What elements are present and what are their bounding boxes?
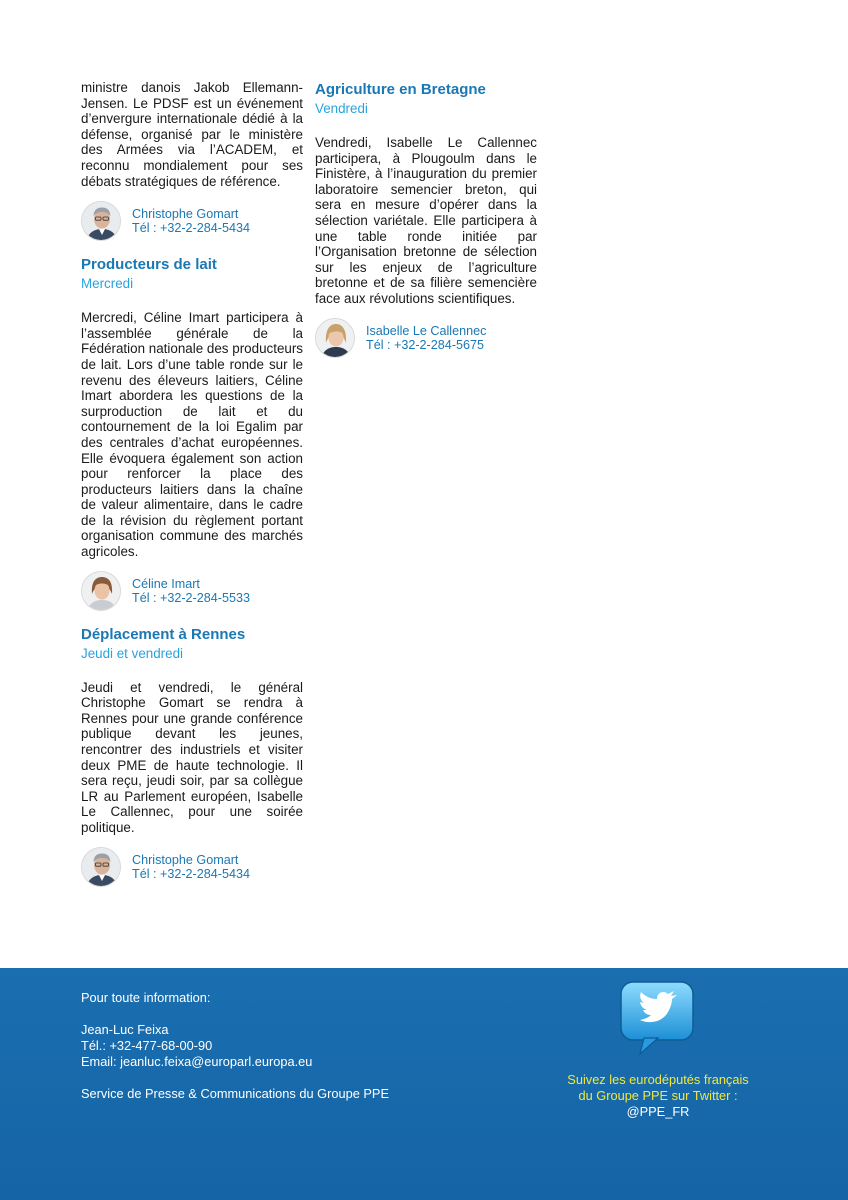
- contact-text: [132, 853, 250, 881]
- twitter-handle[interactable]: @PPE_FR: [626, 1104, 690, 1119]
- contact-text: [132, 207, 250, 235]
- right-column: [315, 80, 537, 372]
- footer: [0, 968, 848, 1200]
- twitter-line-1: Suivez les eurodéputés français: [567, 1072, 749, 1087]
- section-body: Vendredi, Isabelle Le Callennec participera, à Plougoulm dans le Finistère, à l’inauguration du premier laboratoire semencier breton, qui sera en mesure d’opérer dans la sélection variétale. Elle participera à une table ronde initiée par l’Organisation bretonne de sélection sur les enjeux de l’agriculture bretonne et de sa filière semencière face aux révolutions scientifiques.: [315, 135, 537, 306]
- contact-phone: Tél.: +32-477-68-00-90: [81, 1038, 213, 1053]
- section-title: Producteurs de lait: [81, 256, 217, 274]
- left-column: [81, 80, 303, 901]
- footer-contact-info: [81, 990, 389, 1102]
- contact-name: Isabelle Le Callennec: [366, 323, 487, 338]
- contact-card: [81, 201, 303, 241]
- contact-card: [81, 847, 303, 887]
- contact-text: [132, 577, 250, 605]
- contact-card: [81, 571, 303, 611]
- avatar-isabelle-le-callennec: [315, 318, 355, 358]
- twitter-line-2: du Groupe PPE sur Twitter :: [578, 1088, 738, 1103]
- section-body: Mercredi, Céline Imart participera à l’assemblée générale de la Fédération nationale des producteurs de lait. Lors d’une table ronde sur le revenu des éleveurs laitiers, Céline Imart abordera les questions de la surproduction de lait et du contournement de la loi Egalim par des centrales d’achat européennes. Elle évoquera également son action pour renforcer la place des producteurs laitiers dans la chaîne de valeur alimentaire, dans le cadre de la révision du règlement portant organisation commune des marchés agricoles.: [81, 310, 303, 560]
- section-title: Agriculture en Bretagne: [315, 81, 486, 98]
- contact-phone: Tél : +32-2-284-5533: [132, 590, 250, 605]
- section-day: Vendredi: [315, 101, 368, 116]
- twitter-icon[interactable]: [618, 980, 698, 1058]
- contact-text: [366, 324, 486, 352]
- continued-paragraph: ministre danois Jakob Ellemann-Jensen. Le PDSF est un événement d’envergure internationale dédié à la défense, organisé par le ministère des Armées via l’ACADEM, et reconnu mondialement pour ses débats stratégiques de référence.: [81, 80, 303, 189]
- contact-email[interactable]: Email: jeanluc.feixa@europarl.europa.eu: [81, 1054, 313, 1069]
- avatar-christophe-gomart: [81, 201, 121, 241]
- info-heading: Pour toute information:: [81, 990, 211, 1005]
- section-day: Mercredi: [81, 276, 134, 292]
- contact-name: Jean-Luc Feixa: [81, 1022, 169, 1037]
- contact-phone: Tél : +32-2-284-5434: [132, 866, 250, 881]
- avatar-celine-imart: [81, 571, 121, 611]
- contact-name: Christophe Gomart: [132, 207, 239, 222]
- section-body: Jeudi et vendredi, le général Christophe Gomart se rendra à Rennes pour une grande conférence publique devant les jeunes, rencontrer des industriels et visiter deux PME de haute technologie. Il sera reçu, jeudi soir, par sa collègue LR au Parlement européen, Isabelle Le Callennec, pour une soirée politique.: [81, 679, 303, 835]
- contact-phone: Tél : +32-2-284-5434: [132, 221, 250, 236]
- contact-card: [315, 318, 537, 358]
- service-name: Service de Presse & Communications du Groupe PPE: [81, 1086, 389, 1101]
- contact-phone: Tél : +32-2-284-5675: [366, 337, 484, 352]
- section-day: Jeudi et vendredi: [81, 645, 183, 661]
- section-title: Déplacement à Rennes: [81, 625, 246, 643]
- contact-name: Christophe Gomart: [132, 852, 239, 867]
- contact-name: Céline Imart: [132, 576, 200, 591]
- avatar-christophe-gomart: [81, 847, 121, 887]
- twitter-block: [548, 980, 768, 1120]
